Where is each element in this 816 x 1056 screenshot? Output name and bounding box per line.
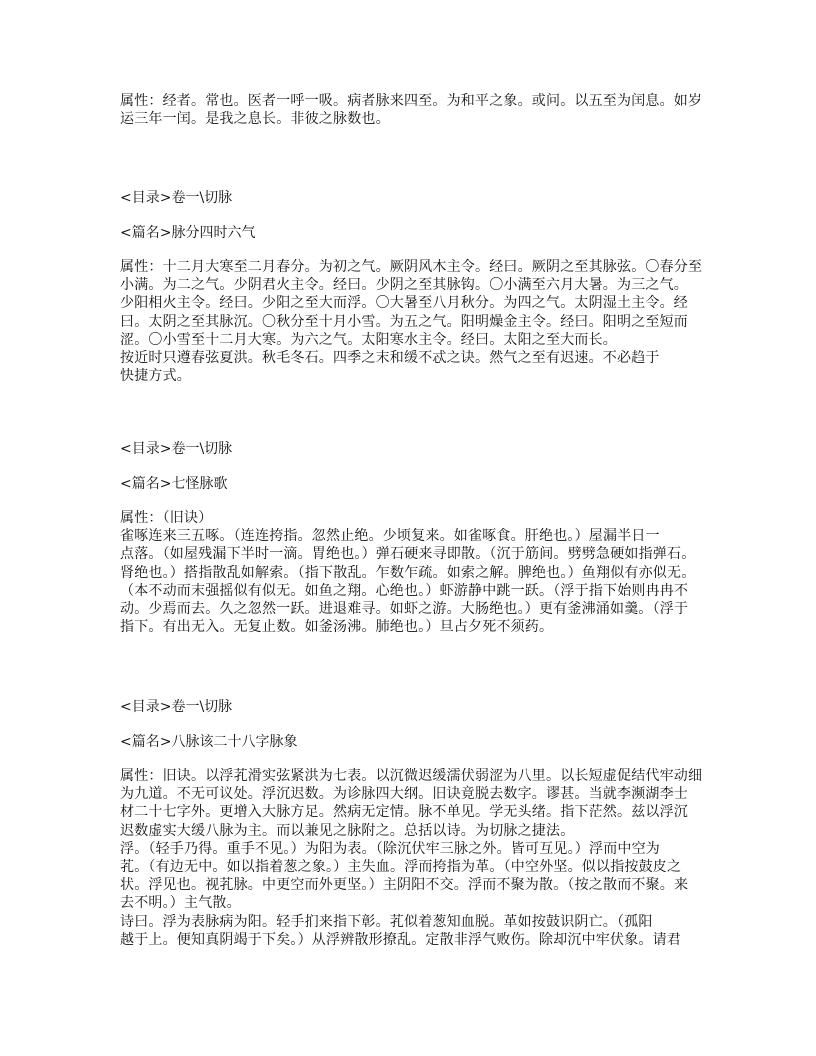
text-line: （本不动而末强摇似有似无。如鱼之翔。心绝也。）虾游静中跳一跃。（浮于指下始则冉冉不 — [120, 582, 689, 599]
text-line: 为九道。不无可议处。浮沉迟数。为诊脉四大纲。旧诀竟脱去数字。谬甚。当就李濒湖李士 — [120, 786, 688, 803]
text-line: 属性：经者。常也。医者一呼一吸。病者脉来四至。为和平之象。或问。以五至为闰息。如岁 — [120, 93, 703, 109]
text-line: 少阳相火主令。经曰。少阳之至大而浮。〇大暑至八月秋分。为四之气。太阴湿土主令。经 — [120, 295, 688, 312]
text-line: 状。浮见也。视芤脉。中更空而外更坚。）主阴阳不交。浮而不聚为散。（按之散而不聚。来 — [120, 877, 689, 894]
text-line: 诗曰。浮为表脉病为阳。轻手扪来指下彰。芤似着葱知血脱。革如按鼓识阴亡。（孤阳 — [120, 913, 653, 930]
text-line: 指下。有出无入。无复止数。如釜汤沸。肺绝也。）旦占夕死不须药。 — [120, 619, 554, 636]
text-line: 属性：十二月大寒至二月春分。为初之气。厥阴风木主令。经曰。厥阴之至其脉弦。〇春分至 — [120, 259, 703, 275]
section-2-directory: <目录>卷一\切脉 — [120, 441, 233, 457]
text-line: 曰。太阴之至其脉沉。〇秋分至十月小雪。为五之气。阳明燥金主令。经曰。阳明之至短而 — [120, 313, 688, 330]
section-3-directory: <目录>卷一\切脉 — [120, 699, 233, 715]
text-line: 运三年一闰。是我之息长。非彼之脉数也。 — [120, 111, 390, 128]
text-line: 属性：（旧诀） — [120, 510, 213, 526]
section-1-directory: <目录>卷一\切脉 — [120, 190, 233, 206]
text-line: 浮。（轻手乃得。重手不见。）为阳为表。（除沉伏牢三脉之外。皆可互见。）浮而中空为 — [120, 840, 660, 857]
section-3-title: <篇名>八脉该二十八字脉象 — [120, 734, 298, 750]
text-line: 芤。（有边无中。如以指着葱之象。）主失血。浮而挎指为革。（中空外坚。似以指按鼓皮之 — [120, 858, 682, 875]
text-line: 去不明。）主气散。 — [120, 895, 241, 912]
section-3-body — [120, 767, 710, 949]
section-2-title: <篇名>七怪脉歌 — [120, 476, 228, 492]
section-1-body — [120, 258, 710, 385]
text-line: 雀啄连来三五啄。（连连挎指。忽然止绝。少顷复来。如雀啄食。肝绝也。）屋漏半日一 — [120, 528, 660, 545]
text-line: 材二十七字外。更增入大脉方足。然病无定情。脉不单见。学无头绪。指下茫然。兹以浮沉 — [120, 804, 688, 821]
text-line: 属性：旧诀。以浮芤滑实弦紧洪为七表。以沉微迟缓濡伏弱涩为八里。以长短虚促结代牢动细 — [120, 768, 703, 784]
text-line: 小满。为二之气。少阴君火主令。经曰。少阴之至其脉钩。〇小满至六月大暑。为三之气。 — [120, 277, 688, 294]
text-line: 越于上。便知真阴竭于下矣。）从浮辨散形撩乱。定散非浮气败伤。除却沉中牢伏象。请君 — [120, 931, 681, 948]
section-1-title: <篇名>脉分四时六气 — [120, 225, 256, 241]
text-line: 按近时只遵春弦夏洪。秋毛冬石。四季之末和缓不忒之诀。然气之至有迟速。不必趋于 — [120, 349, 660, 366]
text-line: 涩。〇小雪至十二月大寒。为六之气。太阳寒水主令。经曰。太阳之至大而长。 — [120, 331, 617, 348]
text-line: 动。少焉而去。久之忽然一跃。进退难寻。如虾之游。大肠绝也。）更有釜沸涌如羹。（浮于 — [120, 600, 689, 617]
text-line: 肾绝也。）搭指散乱如解索。（指下散乱。乍数乍疏。如索之解。脾绝也。）鱼翔似有亦似无。 — [120, 564, 696, 581]
text-line: 快捷方式。 — [120, 368, 191, 385]
text-line: 迟数虚实大缓八脉为主。而以兼见之脉附之。总括以诗。为切脉之捷法。 — [120, 822, 575, 839]
section-2-body — [120, 509, 710, 636]
text-line: 点落。（如屋残漏下半时一滴。胃绝也。）弹石硬来寻即散。（沉于筋间。劈劈急硬如指弹石。 — [120, 546, 696, 563]
intro-paragraph — [120, 92, 710, 128]
